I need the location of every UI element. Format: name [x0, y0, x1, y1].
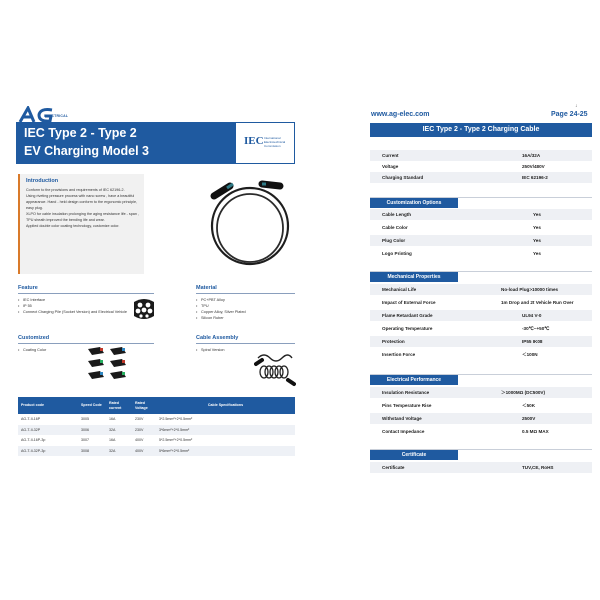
spec-key: Pins Temperature Rise	[382, 403, 432, 408]
spec-row	[370, 222, 592, 233]
spec-value: 1m Drop and 2t Vehicle Run Over	[501, 300, 574, 305]
feature-item: • IEC Interface	[18, 297, 130, 303]
spec-row	[370, 310, 592, 321]
spec-row	[370, 462, 592, 473]
spec-row	[370, 161, 592, 172]
spec-row	[370, 336, 592, 347]
cable-assembly-item: • Spiral Version	[196, 347, 256, 353]
spec-row	[370, 297, 592, 308]
page-number: Page 24-25	[551, 111, 588, 118]
iec-logo-caption: International Electrotechnical Commission	[264, 136, 286, 148]
cell-rated-voltage: 230V	[132, 425, 156, 436]
spec-key: Mechanical Life	[382, 287, 417, 292]
spec-value: 0.5 MΩ MAX	[522, 429, 549, 434]
spec-value: Yes	[533, 212, 541, 217]
spec-key: Impact of External Force	[382, 300, 436, 305]
spec-key: Logo Printing	[382, 251, 412, 256]
spec-key: Cable Length	[382, 212, 412, 217]
feature-item: • Connect Charging Pile (Socket Version) and Electrical Vehicle	[18, 309, 130, 315]
spec-value: ＞1000MΩ (DC500V)	[501, 390, 546, 395]
cell-cable-spec: 5*2.5mm²+2*0.5mm²	[159, 438, 193, 443]
spec-key: Flame Retardant Grade	[382, 313, 433, 318]
material-item: • Silicon Ruber	[196, 315, 296, 321]
cell-speed-code: 3007	[81, 438, 89, 443]
spec-key: Insertion Force	[382, 352, 416, 357]
spec-value: 16A/32A	[522, 153, 541, 158]
spec-key: Cable Color	[382, 225, 408, 230]
cell-cable-spec: 3*2.5mm²+2*0.5mm²	[159, 417, 193, 422]
spec-key: Charging Standard	[382, 175, 424, 180]
cell-product-code: AG-T-II-32P-3p	[18, 446, 78, 457]
product-spec-table	[18, 397, 295, 456]
banner-title-line1: IEC Type 2 - Type 2	[24, 126, 137, 140]
spec-row	[370, 209, 592, 220]
title-banner	[16, 122, 295, 164]
cell-cable-spec: 3*6mm²+2*0.5mm²	[156, 425, 295, 436]
cell-product-code: AG-T-II-16P-3p	[21, 438, 46, 443]
spec-key: Current	[382, 153, 399, 158]
spec-value: UL94 V-0	[522, 313, 542, 318]
spec-value: ＜100N	[522, 352, 538, 357]
spec-key: Certificate	[382, 465, 405, 470]
introduction-text	[26, 187, 142, 229]
material-item: • Copper Alloy, Silver Plated	[196, 309, 296, 315]
spec-value: IEC 62196-2	[522, 175, 548, 180]
table-row	[18, 446, 295, 457]
spec-row	[370, 387, 592, 398]
header-speed-code: Speed Code	[78, 397, 106, 414]
feature-title: Feature	[18, 285, 38, 291]
cell-speed-code: 3005	[81, 417, 89, 422]
cable-assembly-title: Cable Assembly	[196, 335, 239, 341]
cell-rated-voltage: 400V	[132, 446, 156, 457]
header-rated-current: Rated current	[106, 397, 132, 414]
feature-item: • IP 55	[18, 303, 130, 309]
spec-value: ＜50K	[522, 403, 536, 408]
banner-title-line2: EV Charging Model 3	[24, 144, 150, 158]
spec-value: 250V/480V	[522, 164, 545, 169]
table-row	[18, 414, 295, 425]
material-list	[196, 297, 296, 321]
spec-row	[370, 235, 592, 246]
cell-cable-spec: 5*6mm²+2*0.5mm²	[156, 446, 295, 457]
type2-socket-icon	[131, 296, 157, 322]
table-row	[18, 425, 295, 436]
customization-header: Customization Options	[370, 198, 458, 208]
spec-key: Protection	[382, 339, 405, 344]
cell-rated-voltage: 230V	[135, 417, 144, 422]
iec-logo-mark: IEC	[244, 135, 264, 147]
table-row	[18, 435, 295, 446]
customized-list	[18, 347, 88, 353]
cell-rated-voltage: 400V	[135, 438, 144, 443]
certificate-header: Certificate	[370, 450, 458, 460]
website-url[interactable]: www.ag-elec.com	[371, 111, 430, 118]
spec-key: Plug Color	[382, 238, 406, 243]
spec-value: No-load Plug>10000 times	[501, 287, 559, 292]
spec-row	[370, 172, 592, 183]
cell-product-code: AG-T-II-32P	[18, 425, 78, 436]
cell-speed-code: 3008	[78, 446, 106, 457]
logo-caption: ELECTRICAL	[44, 114, 69, 118]
spec-value: -30℃~+50℃	[522, 326, 550, 331]
header-rated-voltage: Rated Voltage	[132, 397, 156, 414]
cell-rated-current: 32A	[106, 446, 132, 457]
spec-key: Contact Impedance	[382, 429, 425, 434]
cell-rated-current: 16A	[109, 438, 116, 443]
spec-row	[370, 413, 592, 424]
intro-paragraph: Using riveting pressure process with nano screw , have a beautiful appearance. Hand - held design conform to the ergonomic principle, easy plug.	[26, 194, 138, 210]
cable-assembly-list	[196, 347, 256, 353]
spec-value: IP55 IK08	[522, 339, 543, 344]
spec-key: Insulation Resistance	[382, 390, 430, 395]
spec-value: 2500V	[522, 416, 536, 421]
spec-value: TUV,CE, RoHS	[522, 465, 554, 470]
spec-row	[370, 323, 592, 334]
cable-assembly-divider	[196, 343, 295, 344]
spec-key: Withstand Voltage	[382, 416, 422, 421]
feature-divider	[18, 293, 154, 294]
spec-key: Operating Temperature	[382, 326, 433, 331]
mechanical-header: Mechanical Properties	[370, 272, 458, 282]
page-corner-mark: ↓	[575, 103, 578, 109]
introduction-box	[18, 174, 144, 274]
colored-plugs-image	[86, 345, 132, 385]
spec-row	[370, 284, 592, 295]
customized-item: • Coating Color	[18, 347, 88, 353]
cell-rated-current: 16A	[109, 417, 116, 422]
spec-key: Voltage	[382, 164, 399, 169]
spec-row	[370, 150, 592, 161]
customized-divider	[18, 343, 154, 344]
introduction-title: Introduction	[26, 178, 59, 184]
material-item: • PC+PBT Alloy	[196, 297, 296, 303]
material-divider	[196, 293, 295, 294]
spec-row	[370, 248, 592, 259]
spec-row	[370, 426, 592, 437]
header-product-code: Product code	[18, 397, 78, 414]
spec-value: Yes	[533, 225, 541, 230]
electrical-header: Electrical Performance	[370, 375, 458, 385]
customized-title: Customized	[18, 335, 50, 341]
header-cable-spec: Cable Specifications	[156, 397, 295, 414]
spec-row	[370, 400, 592, 411]
spec-value: Yes	[533, 251, 541, 256]
intro-paragraph: XLPO for cable insulation prolonging the aging resistance life - span , TPU sheath improved the bending life and wear.	[26, 212, 139, 222]
material-item: • TPU	[196, 303, 296, 309]
charging-cable-image	[200, 172, 298, 268]
cell-product-code: AG-T-II-16P	[21, 417, 41, 422]
spiral-cable-image	[254, 348, 296, 388]
intro-paragraph: Applied double color coating technology, customize color.	[26, 224, 120, 228]
table-header-row	[18, 397, 295, 414]
feature-list	[18, 297, 130, 315]
spec-value: Yes	[533, 238, 541, 243]
product-title-bar: IEC Type 2 - Type 2 Charging Cable	[370, 123, 592, 137]
spec-row	[370, 349, 592, 360]
cell-rated-current: 32A	[106, 425, 132, 436]
cell-speed-code: 3006	[78, 425, 106, 436]
material-title: Material	[196, 285, 217, 291]
iec-logo	[235, 122, 295, 164]
intro-paragraph: Conform to the provisions and requirements of IEC 62196-2.	[26, 188, 125, 192]
